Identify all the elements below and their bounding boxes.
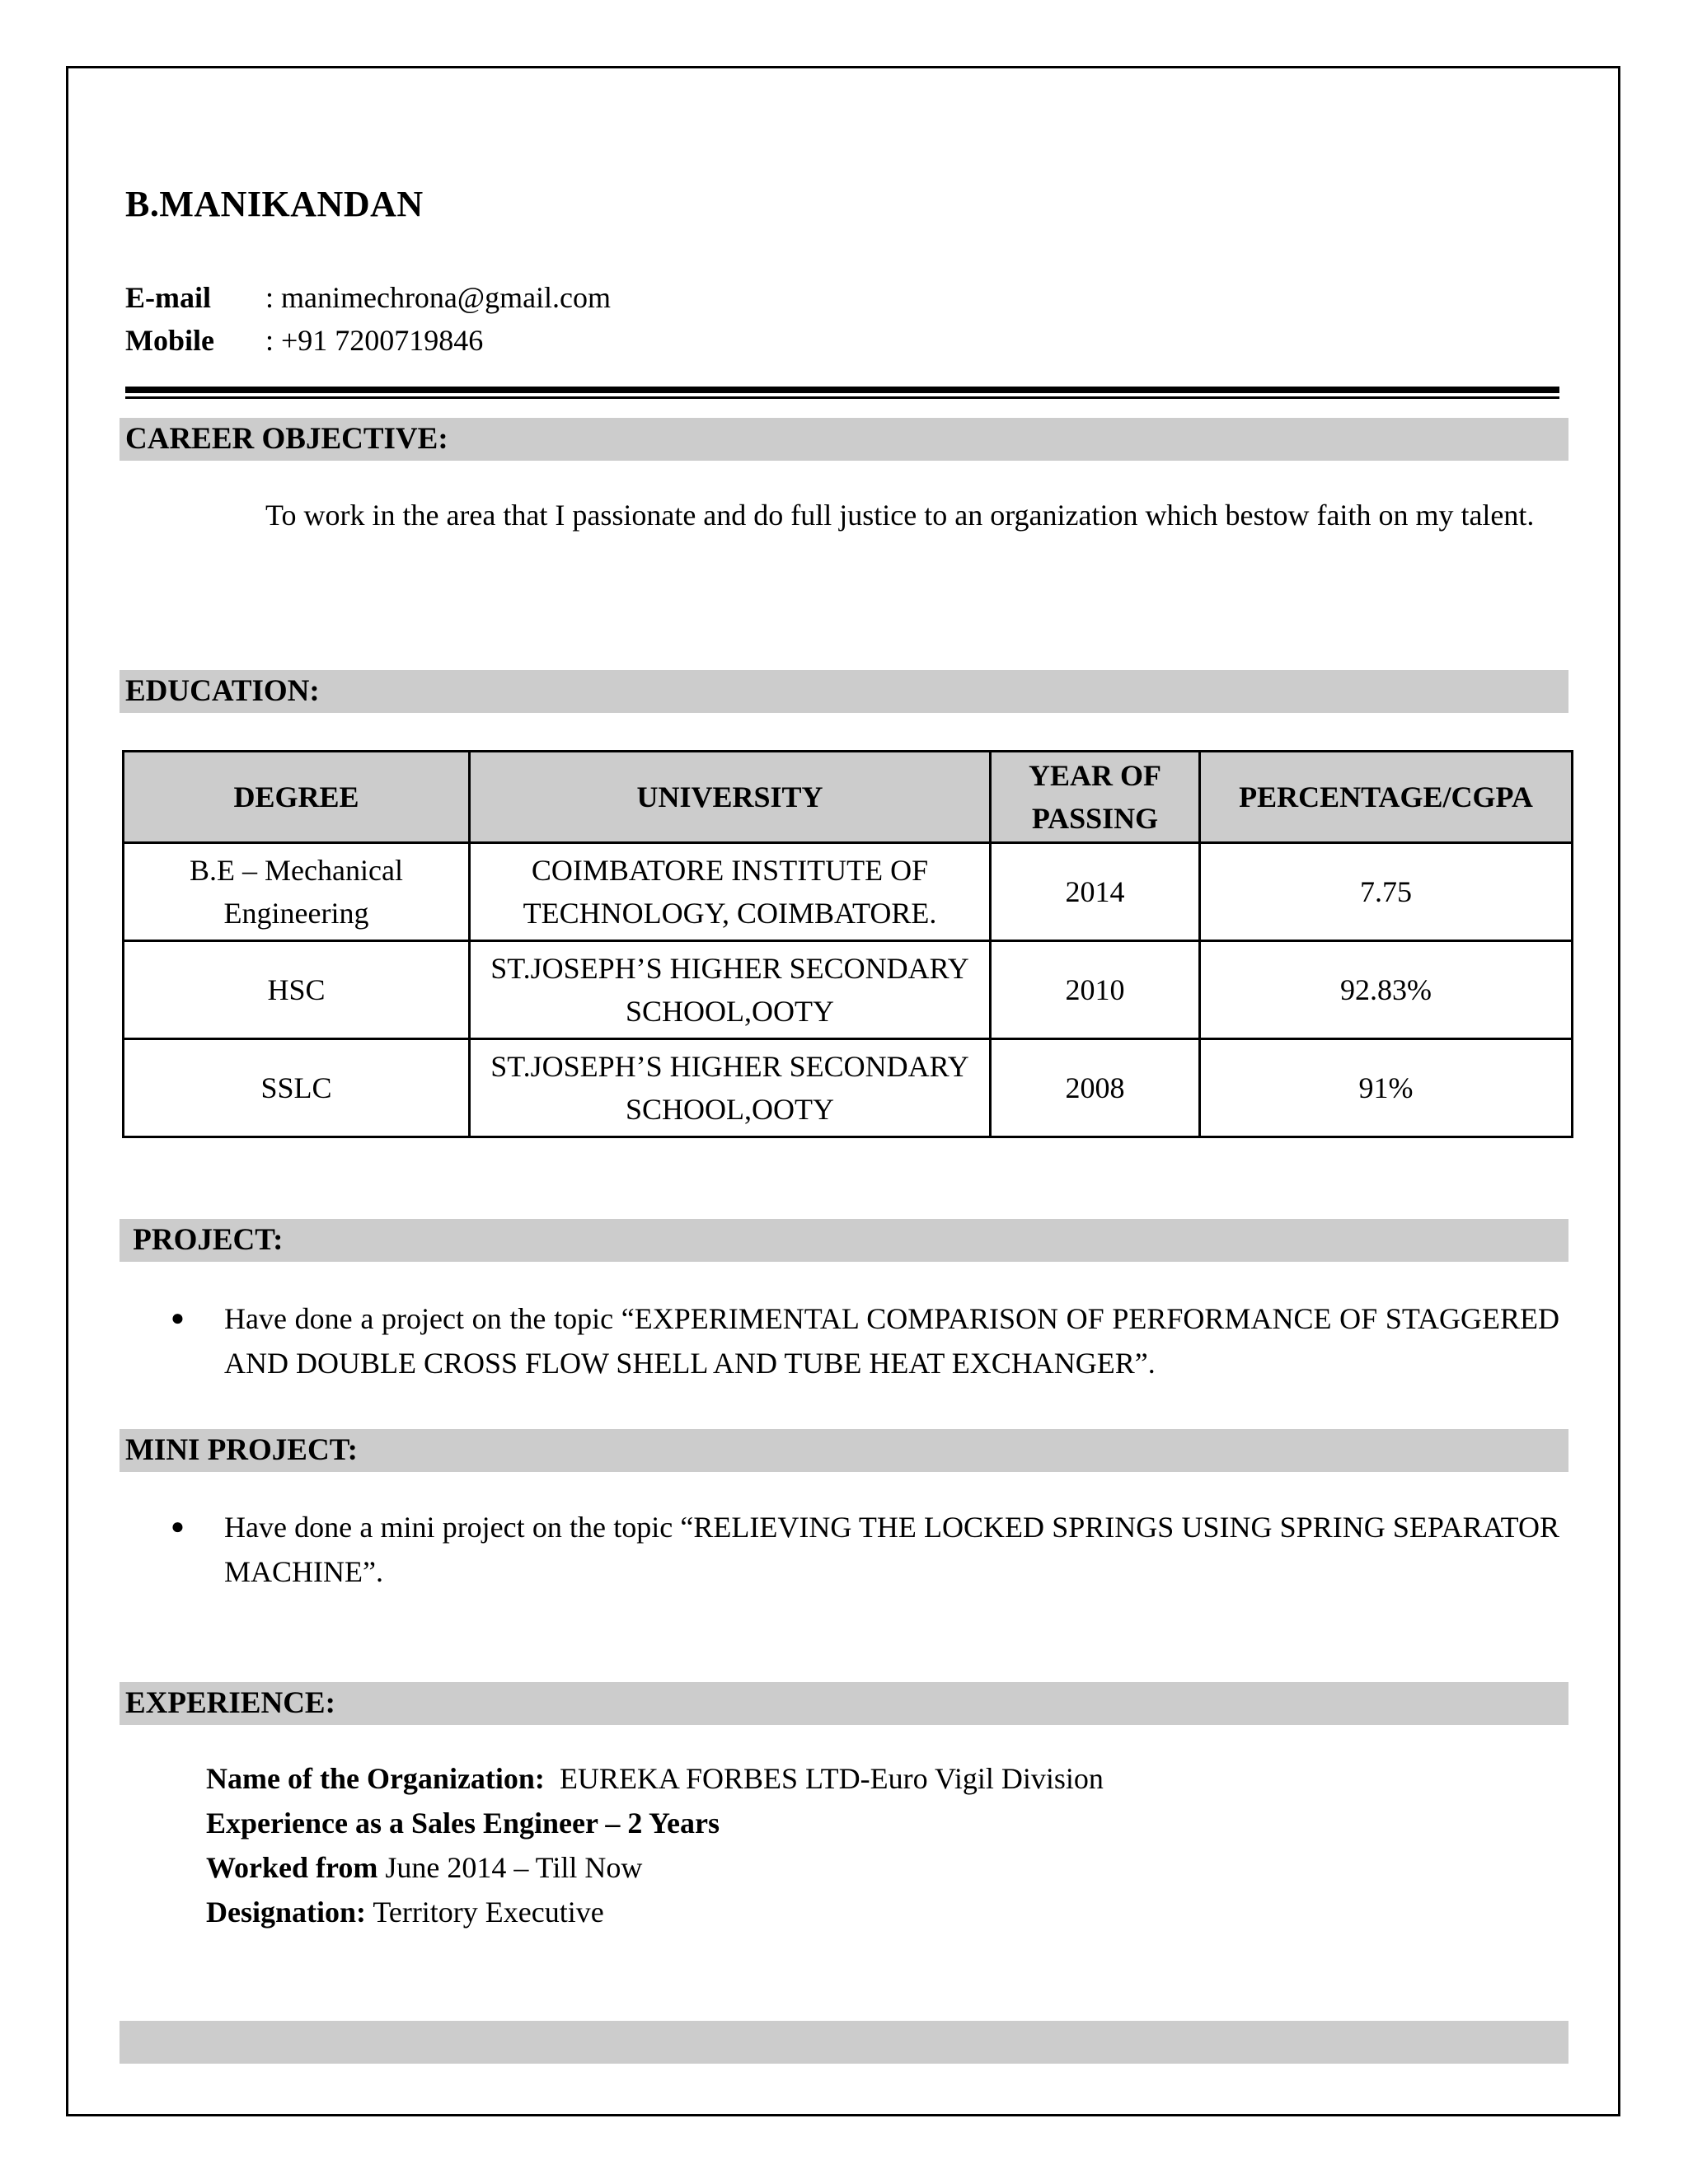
email-line bbox=[125, 280, 611, 315]
project-description: Have done a project on the topic “EXPERIMENTAL COMPARISON OF PERFORMANCE OF STAGGERED AND DOUBLE CROSS FLOW SHELL AND TUBE HEAT EXCHANGER”. bbox=[224, 1302, 1559, 1380]
worked-value: June 2014 – Till Now bbox=[385, 1851, 643, 1884]
footer-bar bbox=[120, 2021, 1568, 2064]
worked-label: Worked from bbox=[206, 1851, 378, 1884]
table-header-row bbox=[124, 752, 1573, 843]
cell-year: 2008 bbox=[991, 1039, 1200, 1137]
experience-designation bbox=[206, 1890, 604, 1934]
column-header-year: YEAR OF PASSING bbox=[991, 752, 1200, 843]
column-header-university: UNIVERSITY bbox=[470, 752, 991, 843]
column-header-degree: DEGREE bbox=[124, 752, 470, 843]
cell-university: ST.JOSEPH’S HIGHER SECONDARY SCHOOL,OOTY bbox=[470, 941, 991, 1039]
experience-organization bbox=[206, 1756, 1104, 1801]
career-objective-text: To work in the area that I passionate and do full justice to an organization which bestow faith on my talent. bbox=[265, 499, 1535, 532]
experience-period bbox=[206, 1845, 642, 1890]
experience-role bbox=[206, 1801, 720, 1845]
column-header-score: PERCENTAGE/CGPA bbox=[1200, 752, 1573, 843]
mobile-value: : +91 7200719846 bbox=[265, 324, 484, 357]
cell-year: 2010 bbox=[991, 941, 1200, 1039]
cell-score: 92.83% bbox=[1200, 941, 1573, 1039]
table-row bbox=[124, 941, 1573, 1039]
bullet-icon: ● bbox=[171, 1514, 185, 1540]
table-row bbox=[124, 843, 1573, 941]
email-value: : manimechrona@gmail.com bbox=[265, 281, 612, 314]
cell-university: COIMBATORE INSTITUTE OF TECHNOLOGY, COIMBATORE. bbox=[470, 843, 991, 941]
cell-degree: HSC bbox=[124, 941, 470, 1039]
cell-university: ST.JOSEPH’S HIGHER SECONDARY SCHOOL,OOTY bbox=[470, 1039, 991, 1137]
cell-degree: B.E – Mechanical Engineering bbox=[124, 843, 470, 941]
mobile-line bbox=[125, 323, 483, 358]
cell-degree: SSLC bbox=[124, 1039, 470, 1137]
education-table bbox=[122, 750, 1573, 1138]
candidate-name: B.MANIKANDAN bbox=[125, 184, 424, 224]
mobile-label: Mobile bbox=[125, 324, 214, 357]
cell-year: 2014 bbox=[991, 843, 1200, 941]
section-heading-career: CAREER OBJECTIVE: bbox=[120, 418, 1568, 461]
cell-score: 7.75 bbox=[1200, 843, 1573, 941]
role-line: Experience as a Sales Engineer – 2 Years bbox=[206, 1807, 720, 1840]
list-item bbox=[125, 1505, 1559, 1594]
list-item bbox=[125, 1296, 1559, 1385]
table-row bbox=[124, 1039, 1573, 1137]
mini-project-description: Have done a mini project on the topic “RELIEVING THE LOCKED SPRINGS USING SPRING SEPARATOR MACHINE”. bbox=[224, 1511, 1559, 1588]
cell-score: 91% bbox=[1200, 1039, 1573, 1137]
email-label: E-mail bbox=[125, 281, 211, 314]
header-rule-thin bbox=[125, 396, 1559, 399]
org-label: Name of the Organization: bbox=[206, 1762, 545, 1795]
section-heading-education: EDUCATION: bbox=[120, 670, 1568, 713]
header-rule-thick bbox=[125, 387, 1559, 393]
section-heading-experience: EXPERIENCE: bbox=[120, 1682, 1568, 1725]
org-value: EUREKA FORBES LTD-Euro Vigil Division bbox=[559, 1762, 1104, 1795]
section-heading-project: PROJECT: bbox=[120, 1219, 1568, 1262]
designation-label: Designation: bbox=[206, 1896, 367, 1929]
section-heading-mini-project: MINI PROJECT: bbox=[120, 1429, 1568, 1472]
bullet-icon: ● bbox=[171, 1305, 185, 1331]
designation-value: Territory Executive bbox=[373, 1896, 604, 1929]
